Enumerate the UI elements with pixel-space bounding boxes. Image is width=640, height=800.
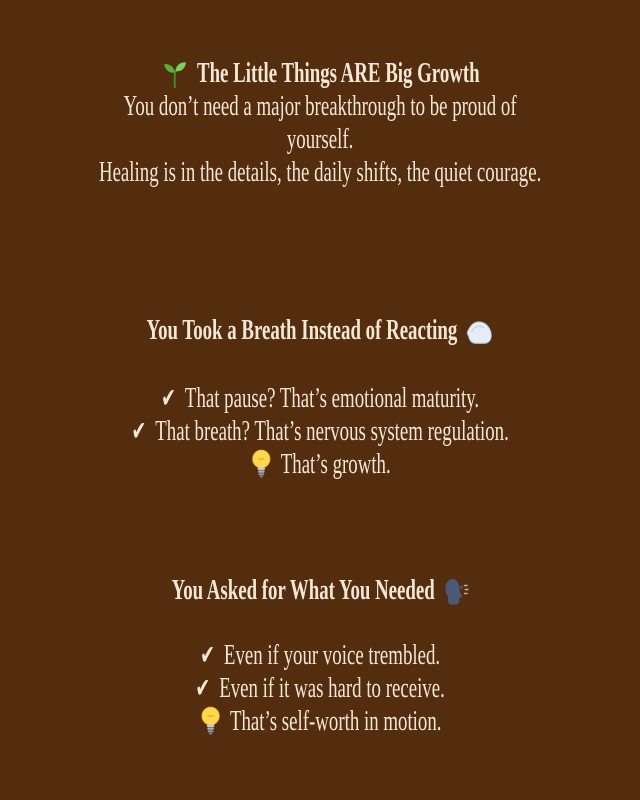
list-item: [0, 705, 640, 738]
list-item-text: Even if your voice trembled.: [223, 639, 441, 671]
list-item: [0, 448, 640, 481]
list-item-text: That’s self-worth in motion.: [229, 705, 442, 737]
speaking-head-icon: [443, 574, 469, 606]
item-list: [0, 382, 640, 481]
list-item-text: That pause? That’s emotional maturity.: [184, 382, 480, 414]
light-bulb-icon: [199, 705, 222, 737]
section-title: [0, 574, 640, 607]
section-asked: [0, 574, 640, 738]
check-mark-icon: ✔: [161, 383, 176, 414]
section-title: [0, 57, 640, 90]
section-title-text: The Little Things ARE Big Growth: [197, 57, 480, 89]
check-mark-icon: ✔: [131, 416, 147, 447]
section-little-things: [0, 0, 640, 189]
light-bulb-icon: [250, 448, 273, 480]
section-title: [0, 314, 640, 347]
section-title-text: You Took a Breath Instead of Reacting: [146, 314, 458, 346]
list-item: [0, 382, 640, 415]
seedling-icon: [161, 57, 190, 89]
body-line: Healing is in the details, the daily shifts, the quiet courage.: [98, 156, 542, 188]
list-item: [0, 672, 640, 705]
list-item-text: Even if it was hard to receive.: [219, 672, 445, 704]
list-item-text: That breath? That’s nervous system regulation.: [155, 415, 509, 447]
check-mark-icon: ✔: [195, 673, 211, 704]
list-item-text: That’s growth.: [280, 448, 391, 480]
body-line: You don’t need a major breakthrough to be proud of yourself.: [123, 90, 517, 155]
list-item: [0, 639, 640, 672]
list-item: [0, 415, 640, 448]
section-breath: [0, 314, 640, 481]
item-list: [0, 639, 640, 738]
exhale-puff-icon: [465, 314, 494, 346]
section-title-text: You Asked for What You Needed: [171, 574, 435, 606]
check-mark-icon: ✔: [200, 640, 215, 671]
